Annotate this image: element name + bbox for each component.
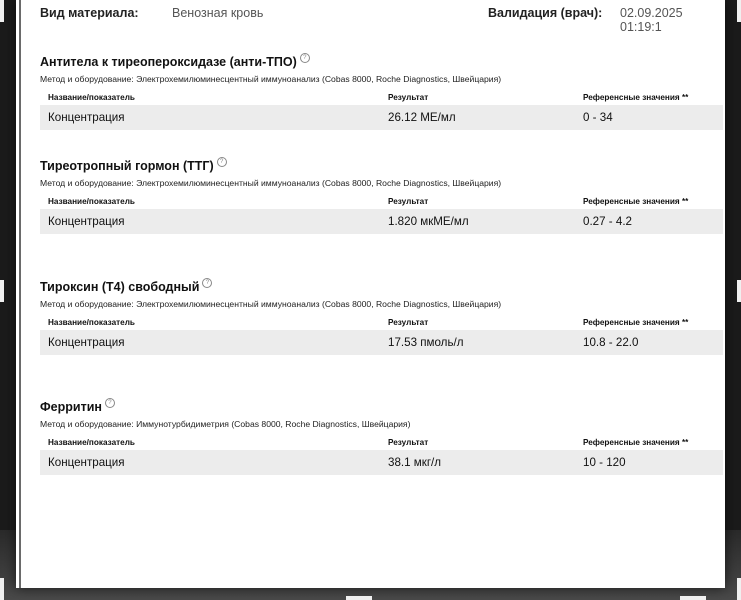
table-row xyxy=(40,105,723,130)
test-title xyxy=(40,157,723,175)
corner-mark xyxy=(0,280,4,302)
test-title xyxy=(40,278,723,296)
row-result: 17.53 пмоль/л xyxy=(388,336,464,349)
info-circle-icon[interactable]: ? xyxy=(202,278,212,288)
table-row xyxy=(40,209,723,234)
report-header xyxy=(40,0,725,34)
validation-value: 02.09.2025 01:19:1 xyxy=(620,6,683,34)
col-name-header: Название/показатель xyxy=(48,93,135,102)
test-title-text: Ферритин xyxy=(40,400,102,414)
row-reference: 10.8 - 22.0 xyxy=(583,336,639,349)
col-name-header: Название/показатель xyxy=(48,318,135,327)
test-title-text: Тиреотропный гормон (ТТГ) xyxy=(40,159,214,173)
corner-mark xyxy=(0,0,4,22)
col-reference-header: Референсные значения ** xyxy=(583,197,689,206)
col-reference-header: Референсные значения ** xyxy=(583,438,689,447)
test-section-ferritin xyxy=(40,398,723,475)
info-circle-icon[interactable]: ? xyxy=(105,398,115,408)
corner-mark xyxy=(737,0,741,22)
test-method: Метод и оборудование: Электрохемилюминесцентный иммуноанализ (Cobas 8000, Roche Diagnostics, Швейцария) xyxy=(40,74,502,84)
row-reference: 0 - 34 xyxy=(583,111,613,124)
col-result-header: Результат xyxy=(388,318,429,327)
col-result-header: Результат xyxy=(388,438,429,447)
material-label: Вид материала: xyxy=(40,6,139,20)
corner-mark xyxy=(737,578,741,600)
corner-mark xyxy=(346,596,372,600)
table-header xyxy=(40,436,723,450)
col-name-header: Название/показатель xyxy=(48,438,135,447)
col-reference-header: Референсные значения ** xyxy=(583,93,689,102)
test-section-free-t4 xyxy=(40,278,723,355)
col-name-header: Название/показатель xyxy=(48,197,135,206)
corner-mark xyxy=(737,280,741,302)
test-title xyxy=(40,398,723,416)
row-reference: 0.27 - 4.2 xyxy=(583,215,632,228)
corner-mark xyxy=(0,578,4,600)
row-name: Концентрация xyxy=(48,336,125,349)
table-row xyxy=(40,330,723,355)
col-reference-header: Референсные значения ** xyxy=(583,318,689,327)
table-header xyxy=(40,316,723,330)
col-result-header: Результат xyxy=(388,93,429,102)
page-edge xyxy=(19,0,21,588)
material-value: Венозная кровь xyxy=(172,6,264,20)
row-name: Концентрация xyxy=(48,215,125,228)
table-row xyxy=(40,450,723,475)
info-circle-icon[interactable]: ? xyxy=(217,157,227,167)
test-section-tsh xyxy=(40,157,723,234)
test-title-text: Антитела к тиреопероксидазе (анти-ТПО) xyxy=(40,55,297,69)
table-header xyxy=(40,91,723,105)
col-result-header: Результат xyxy=(388,197,429,206)
test-method: Метод и оборудование: Электрохемилюминесцентный иммуноанализ (Cobas 8000, Roche Diagnostics, Швейцария) xyxy=(40,299,502,309)
test-section-anti-tpo xyxy=(40,53,723,130)
test-method: Метод и оборудование: Иммунотурбидиметрия (Cobas 8000, Roche Diagnostics, Швейцария) xyxy=(40,419,411,429)
row-name: Концентрация xyxy=(48,456,125,469)
row-result: 1.820 мкМЕ/мл xyxy=(388,215,469,228)
row-reference: 10 - 120 xyxy=(583,456,626,469)
validation-label: Валидация (врач): xyxy=(488,6,603,20)
corner-mark xyxy=(680,596,706,600)
row-result: 26.12 МЕ/мл xyxy=(388,111,456,124)
lab-report-page xyxy=(16,0,725,588)
info-circle-icon[interactable]: ? xyxy=(300,53,310,63)
test-title xyxy=(40,53,723,71)
table-header xyxy=(40,195,723,209)
test-title-text: Тироксин (Т4) свободный xyxy=(40,280,200,294)
test-method: Метод и оборудование: Электрохемилюминесцентный иммуноанализ (Cobas 8000, Roche Diagnostics, Швейцария) xyxy=(40,178,502,188)
row-name: Концентрация xyxy=(48,111,125,124)
row-result: 38.1 мкг/л xyxy=(388,456,442,469)
